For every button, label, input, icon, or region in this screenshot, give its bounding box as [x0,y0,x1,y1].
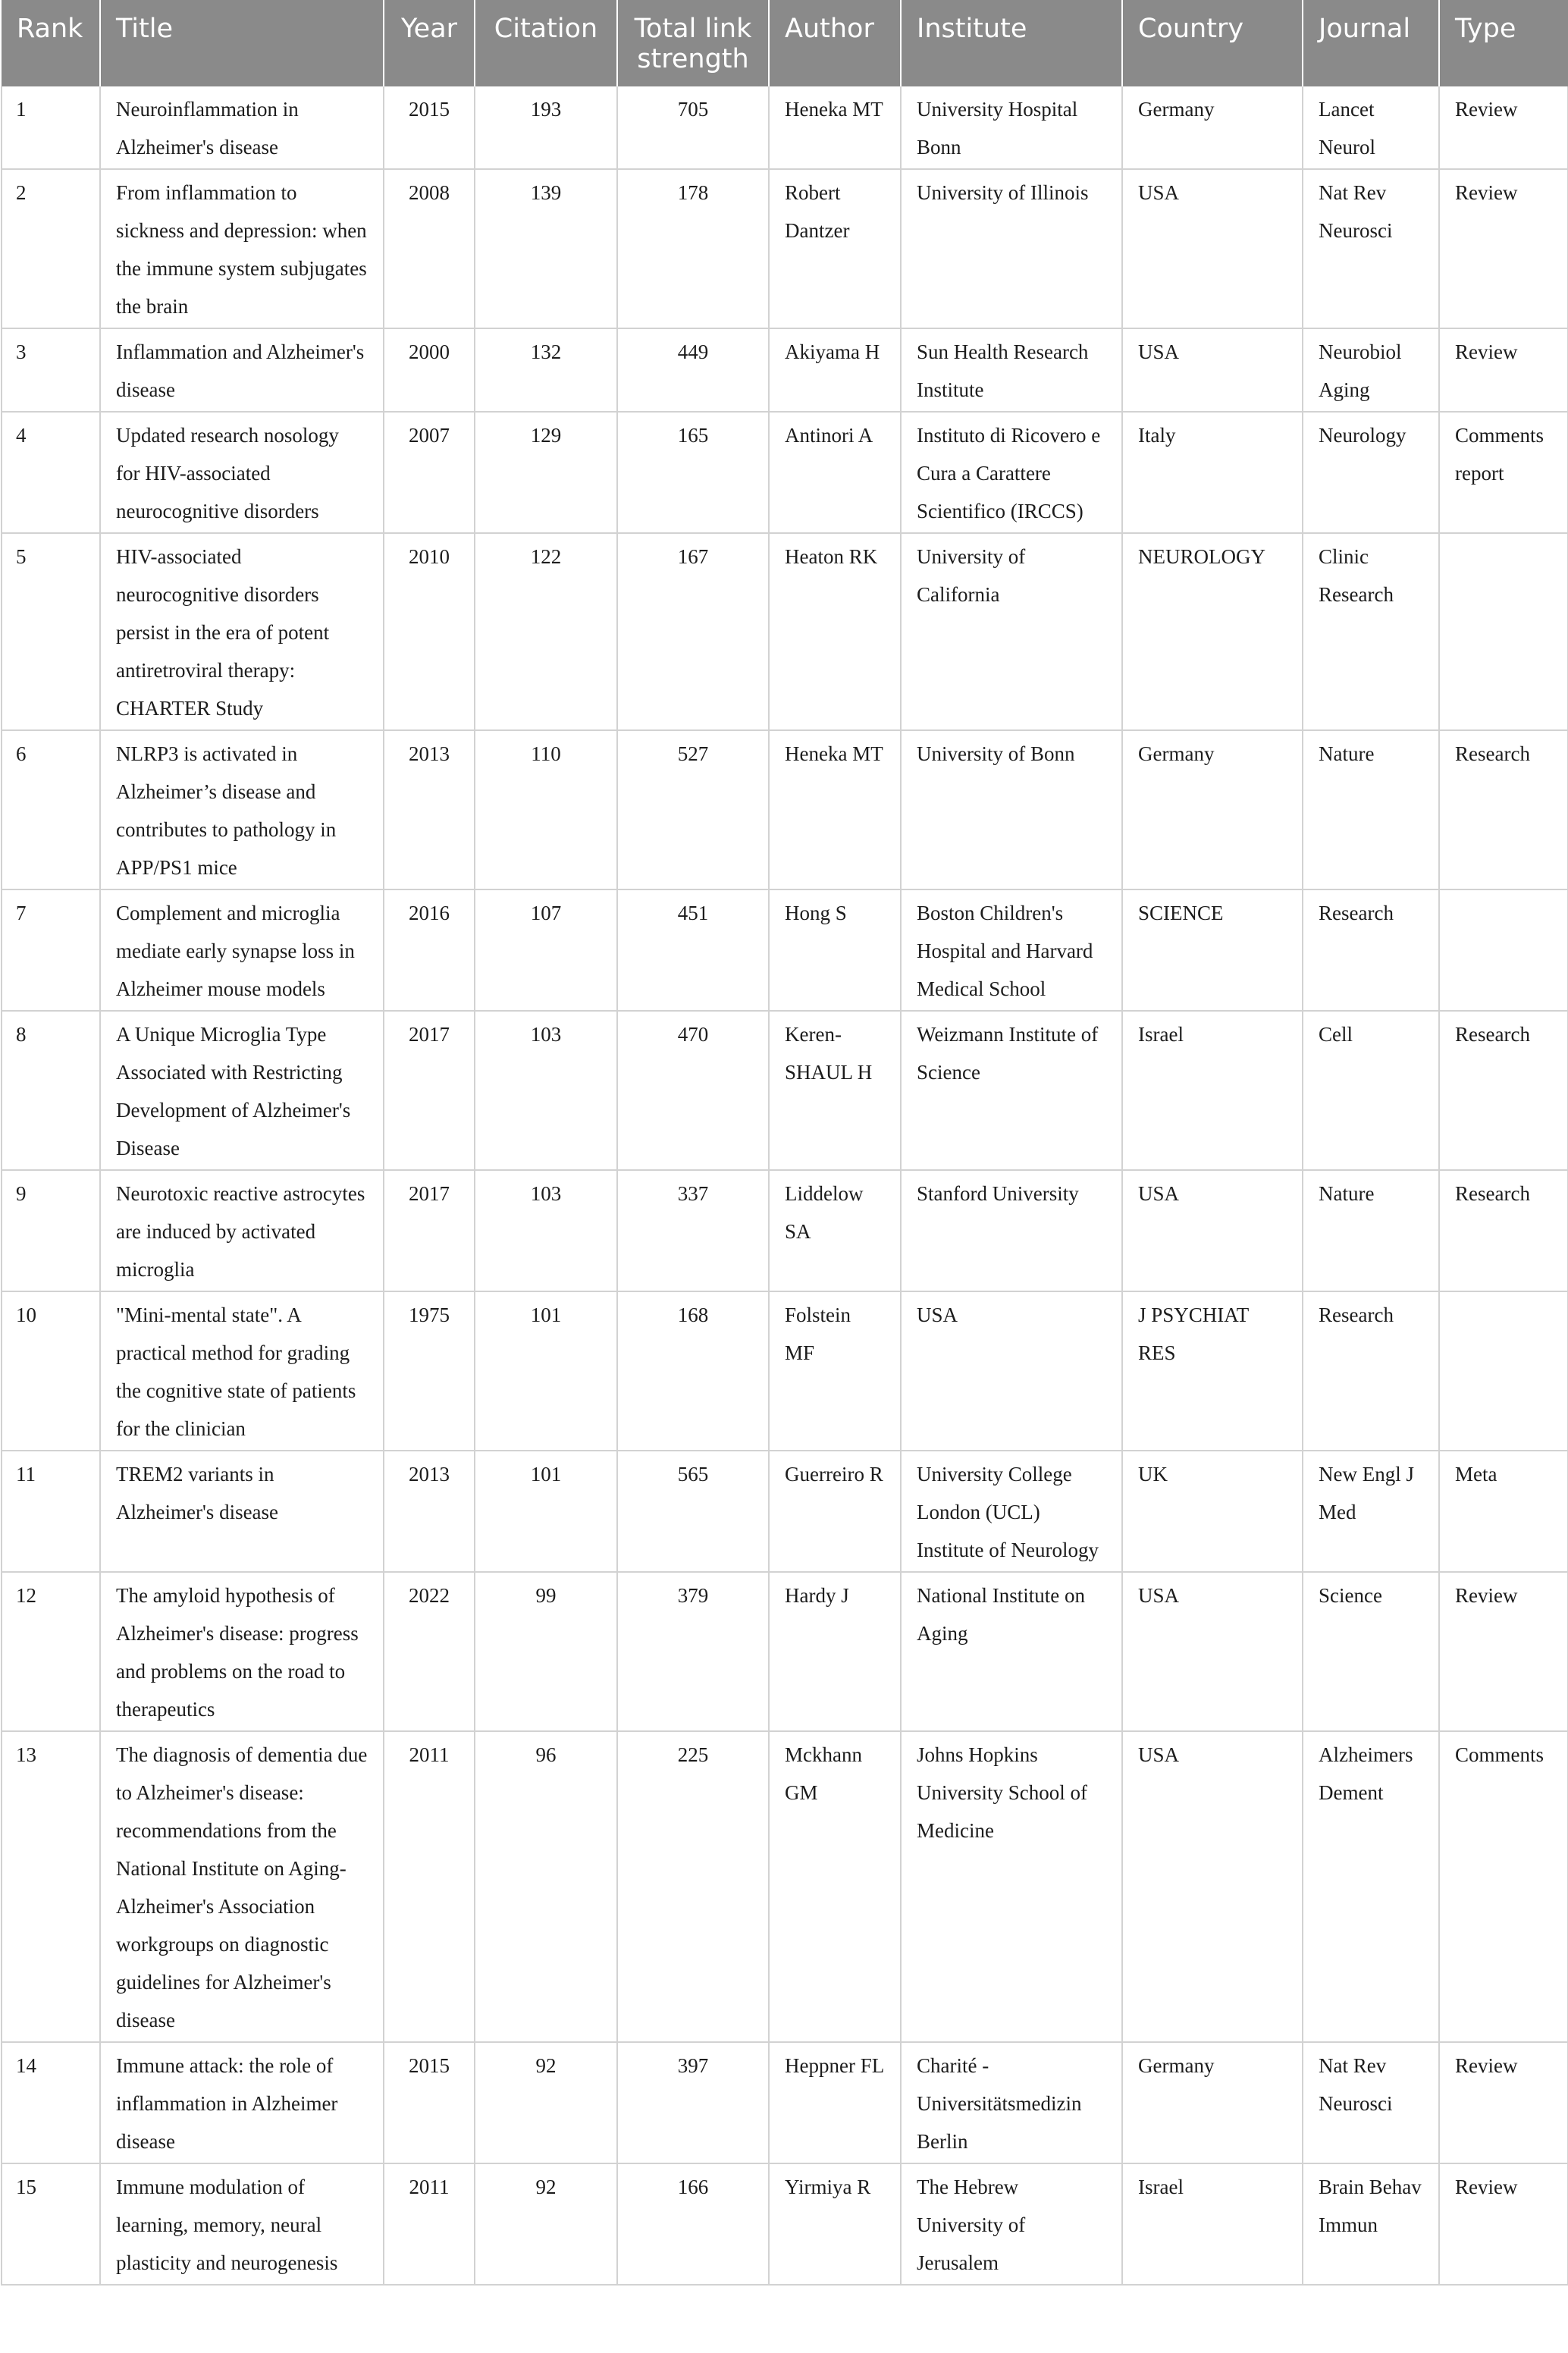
cell-citation: 129 [475,412,617,533]
cell-journal: Nat Rev Neurosci [1303,2042,1439,2163]
cell-citation: 101 [475,1291,617,1451]
cell-country: USA [1122,1731,1303,2042]
cell-year: 1975 [384,1291,475,1451]
cell-author: Hardy J [769,1572,901,1731]
cell-rank: 12 [2,1572,100,1731]
table-row [2,1011,1568,1170]
cell-rank: 1 [2,86,100,169]
citation-table [1,0,1568,2286]
cell-author: Yirmiya R [769,2163,901,2285]
cell-journal: New Engl J Med [1303,1451,1439,1572]
cell-author: Heaton RK [769,533,901,730]
cell-citation: 101 [475,1451,617,1572]
cell-citation: 99 [475,1572,617,1731]
cell-journal: Neurobiol Aging [1303,328,1439,412]
cell-rank: 4 [2,412,100,533]
cell-type [1439,1291,1568,1451]
cell-citation: 122 [475,533,617,730]
table-row [2,1572,1568,1731]
cell-title: "Mini-mental state". A practical method for grading the cognitive state of patients for the clinician [100,1291,384,1451]
cell-year: 2008 [384,169,475,328]
cell-institute: Sun Health Research Institute [901,328,1122,412]
cell-institute: Boston Children's Hospital and Harvard Medical School [901,889,1122,1011]
cell-type [1439,889,1568,1011]
cell-type: Review [1439,1572,1568,1731]
cell-type: Comments report [1439,412,1568,533]
cell-year: 2013 [384,730,475,889]
cell-rank: 2 [2,169,100,328]
cell-author: Antinori A [769,412,901,533]
cell-author: Hong S [769,889,901,1011]
table-row [2,2042,1568,2163]
header-citation: Citation [475,0,617,86]
cell-rank: 6 [2,730,100,889]
cell-title: Neurotoxic reactive astrocytes are induced by activated microglia [100,1170,384,1291]
table-header-row [2,0,1568,86]
cell-total-link-strength: 165 [617,412,769,533]
cell-author: Robert Dantzer [769,169,901,328]
cell-year: 2011 [384,2163,475,2285]
cell-total-link-strength: 337 [617,1170,769,1291]
cell-rank: 5 [2,533,100,730]
table-row [2,2163,1568,2285]
cell-total-link-strength: 379 [617,1572,769,1731]
cell-journal: Alzheimers Dement [1303,1731,1439,2042]
cell-institute: Stanford University [901,1170,1122,1291]
cell-type: Review [1439,2042,1568,2163]
cell-institute: University of Bonn [901,730,1122,889]
cell-institute: Johns Hopkins University School of Medicine [901,1731,1122,2042]
cell-citation: 103 [475,1011,617,1170]
cell-journal: Lancet Neurol [1303,86,1439,169]
cell-rank: 7 [2,889,100,1011]
cell-year: 2000 [384,328,475,412]
cell-title: From inflammation to sickness and depression: when the immune system subjugates the brain [100,169,384,328]
cell-year: 2013 [384,1451,475,1572]
table-row [2,1451,1568,1572]
header-type: Type [1455,14,1516,44]
cell-year: 2015 [384,2042,475,2163]
cell-citation: 92 [475,2163,617,2285]
cell-total-link-strength: 451 [617,889,769,1011]
cell-country: UK [1122,1451,1303,1572]
cell-title: NLRP3 is activated in Alzheimer’s disease and contributes to pathology in APP/PS1 mice [100,730,384,889]
table-row [2,1291,1568,1451]
cell-author: Keren-SHAUL H [769,1011,901,1170]
cell-country: USA [1122,169,1303,328]
cell-citation: 103 [475,1170,617,1291]
cell-total-link-strength: 225 [617,1731,769,2042]
cell-total-link-strength: 705 [617,86,769,169]
cell-author: Akiyama H [769,328,901,412]
cell-title: HIV-associated neurocognitive disorders persist in the era of potent antiretroviral therapy: CHARTER Study [100,533,384,730]
cell-journal: Brain Behav Immun [1303,2163,1439,2285]
cell-title: The amyloid hypothesis of Alzheimer's disease: progress and problems on the road to therapeutics [100,1572,384,1731]
cell-type: Research [1439,1170,1568,1291]
cell-year: 2011 [384,1731,475,2042]
cell-author: Folstein MF [769,1291,901,1451]
cell-title: Neuroinflammation in Alzheimer's disease [100,86,384,169]
cell-total-link-strength: 166 [617,2163,769,2285]
cell-journal: Cell [1303,1011,1439,1170]
cell-title: The diagnosis of dementia due to Alzheimer's disease: recommendations from the National Institute on Aging-Alzheimer's Association workgroups on diagnostic guidelines for Alzheimer's disease [100,1731,384,2042]
table-row [2,169,1568,328]
cell-rank: 3 [2,328,100,412]
table-body [2,86,1568,2285]
cell-author: Heneka MT [769,730,901,889]
cell-journal: Neurology [1303,412,1439,533]
cell-author: Heppner FL [769,2042,901,2163]
header-year: Year [384,0,475,86]
cell-year: 2022 [384,1572,475,1731]
cell-year: 2017 [384,1011,475,1170]
header-author: Author [769,0,901,86]
cell-institute: National Institute on Aging [901,1572,1122,1731]
cell-year: 2017 [384,1170,475,1291]
cell-institute: University of California [901,533,1122,730]
table-row [2,533,1568,730]
cell-author: Liddelow SA [769,1170,901,1291]
cell-type: Review [1439,328,1568,412]
cell-type: Research [1439,1011,1568,1170]
table-row [2,1731,1568,2042]
cell-citation: 193 [475,86,617,169]
cell-title: Immune modulation of learning, memory, neural plasticity and neurogenesis [100,2163,384,2285]
cell-title: TREM2 variants in Alzheimer's disease [100,1451,384,1572]
cell-year: 2015 [384,86,475,169]
cell-title: Updated research nosology for HIV-associated neurocognitive disorders [100,412,384,533]
cell-title: Complement and microglia mediate early synapse loss in Alzheimer mouse models [100,889,384,1011]
table-row [2,86,1568,169]
cell-type: Review [1439,2163,1568,2285]
cell-journal: Nature [1303,730,1439,889]
table-row [2,730,1568,889]
cell-institute: The Hebrew University of Jerusalem [901,2163,1122,2285]
cell-year: 2016 [384,889,475,1011]
cell-country: Germany [1122,730,1303,889]
cell-rank: 9 [2,1170,100,1291]
cell-type: Review [1439,86,1568,169]
cell-citation: 107 [475,889,617,1011]
cell-journal: Nature [1303,1170,1439,1291]
cell-rank: 13 [2,1731,100,2042]
cell-journal: Science [1303,1572,1439,1731]
header-journal: Journal [1303,0,1439,86]
cell-citation: 92 [475,2042,617,2163]
cell-institute: University College London (UCL) Institute of Neurology [901,1451,1122,1572]
cell-country: Italy [1122,412,1303,533]
cell-total-link-strength: 449 [617,328,769,412]
table-row [2,328,1568,412]
cell-journal: Clinic Research [1303,533,1439,730]
cell-author: Mckhann GM [769,1731,901,2042]
header-title: Title [100,0,384,86]
cell-title: A Unique Microglia Type Associated with Restricting Development of Alzheimer's Disease [100,1011,384,1170]
cell-total-link-strength: 565 [617,1451,769,1572]
cell-country: J PSYCHIAT RES [1122,1291,1303,1451]
cell-country: NEUROLOGY [1122,533,1303,730]
cell-author: Guerreiro R [769,1451,901,1572]
cell-year: 2007 [384,412,475,533]
table-row [2,1170,1568,1291]
cell-institute: Charité - Universitätsmedizin Berlin [901,2042,1122,2163]
cell-title: Inflammation and Alzheimer's disease [100,328,384,412]
cell-type: Research [1439,730,1568,889]
cell-year: 2010 [384,533,475,730]
cell-country: USA [1122,328,1303,412]
cell-type [1439,533,1568,730]
cell-journal: Research [1303,889,1439,1011]
cell-country: Germany [1122,2042,1303,2163]
cell-total-link-strength: 527 [617,730,769,889]
header-rank: Rank [2,0,100,86]
cell-institute: University of Illinois [901,169,1122,328]
cell-country: Israel [1122,1011,1303,1170]
cell-rank: 8 [2,1011,100,1170]
cell-total-link-strength: 470 [617,1011,769,1170]
cell-citation: 139 [475,169,617,328]
cell-institute: Instituto di Ricovero e Cura a Carattere Scientifico (IRCCS) [901,412,1122,533]
cell-type: Meta [1439,1451,1568,1572]
cell-journal: Nat Rev Neurosci [1303,169,1439,328]
cell-author: Heneka MT [769,86,901,169]
cell-citation: 96 [475,1731,617,2042]
header-institute: Institute [901,0,1122,86]
cell-rank: 11 [2,1451,100,1572]
header-country: Country [1122,0,1303,86]
table-row [2,889,1568,1011]
cell-country: Israel [1122,2163,1303,2285]
cell-journal: Research [1303,1291,1439,1451]
cell-country: USA [1122,1572,1303,1731]
table-row [2,412,1568,533]
cell-citation: 110 [475,730,617,889]
cell-country: USA [1122,1170,1303,1291]
header-total-link-strength: Total link strength [617,0,769,86]
cell-institute: University Hospital Bonn [901,86,1122,169]
cell-country: SCIENCE [1122,889,1303,1011]
cell-total-link-strength: 168 [617,1291,769,1451]
cell-total-link-strength: 397 [617,2042,769,2163]
cell-rank: 14 [2,2042,100,2163]
cell-citation: 132 [475,328,617,412]
cell-country: Germany [1122,86,1303,169]
cell-institute: USA [901,1291,1122,1451]
cell-rank: 10 [2,1291,100,1451]
cell-rank: 15 [2,2163,100,2285]
cell-total-link-strength: 167 [617,533,769,730]
cell-total-link-strength: 178 [617,169,769,328]
cell-title: Immune attack: the role of inflammation in Alzheimer disease [100,2042,384,2163]
cell-institute: Weizmann Institute of Science [901,1011,1122,1170]
cell-type: Review [1439,169,1568,328]
cell-type: Comments [1439,1731,1568,2042]
